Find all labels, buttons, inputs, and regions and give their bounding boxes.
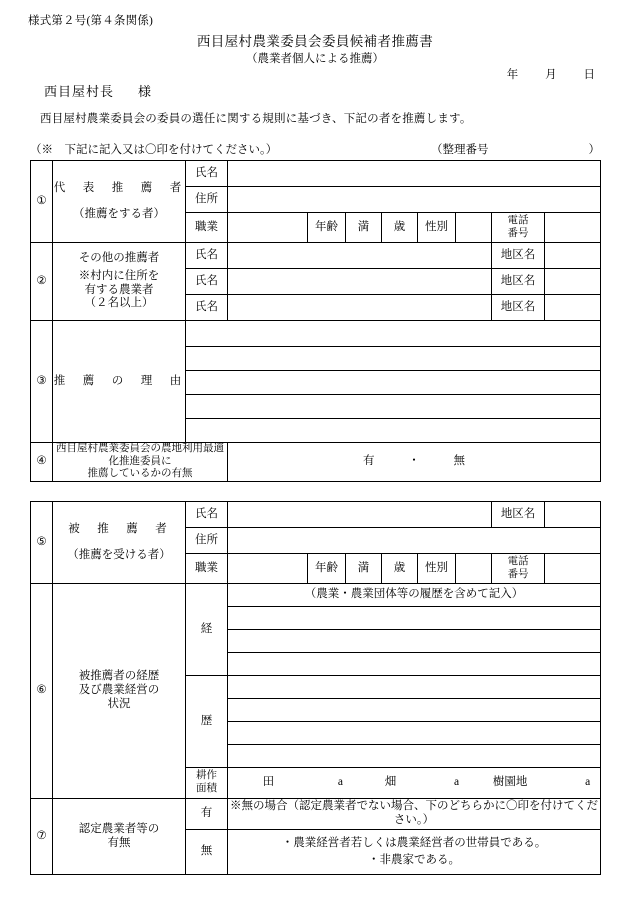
section6-line[interactable] [228, 607, 601, 630]
page-title: 西目屋村農業委員会委員候補者推薦書 [196, 34, 434, 49]
section2-district-label: 地区名 [492, 269, 545, 295]
note-instruction: （※ 下記に記入又は〇印を付けてください。） [30, 144, 278, 156]
section1-age-man: 満 [346, 213, 382, 243]
serial-number-label: （整理番号 [431, 144, 489, 156]
section1-number: ① [31, 161, 53, 243]
date-day-label: 日 [583, 69, 596, 81]
table-row [31, 321, 601, 347]
section7-label-line1: 認定農業者等の [78, 822, 160, 835]
section5-label-line2: （推薦を受ける者） [67, 548, 171, 561]
section5-age-sai: 歳 [382, 554, 418, 584]
section2-name-value[interactable] [228, 243, 492, 269]
section6-area-label [186, 768, 228, 799]
date-year-label: 年 [506, 69, 520, 81]
section2-name-label: 氏名 [186, 243, 228, 269]
section1-job-label: 職業 [186, 213, 228, 243]
section5-phone-label-line1: 電話 [507, 555, 529, 567]
section4-label [53, 443, 228, 482]
section7-label [53, 799, 186, 875]
addressee-honorific: 様 [138, 84, 153, 99]
section6-vertical-label-1: 経 [186, 584, 228, 676]
section1-phone-label [492, 213, 545, 243]
section1-job-value[interactable] [228, 213, 308, 243]
note-row [30, 141, 600, 157]
section6-area-upland-unit: a [454, 776, 460, 789]
section5-address-value[interactable] [228, 528, 601, 554]
section6-line[interactable] [228, 653, 601, 676]
section4-label-line1: 西目屋村農業委員会の農地利用最適化推進委員に [56, 443, 224, 467]
section6-area-field-label: 田 [262, 776, 275, 789]
addressee [44, 81, 152, 100]
section3-number: ③ [31, 321, 53, 443]
section3-line[interactable] [186, 395, 601, 419]
section1-label-line1: 代 表 推 薦 者 [53, 181, 185, 194]
section6-area-values[interactable] [228, 768, 601, 799]
section2-district-value[interactable] [545, 295, 601, 321]
section1-label-line2: （推薦をする者） [73, 207, 165, 220]
recommender-table [30, 160, 601, 482]
section6-line[interactable] [228, 630, 601, 653]
section5-age-label: 年齢 [308, 554, 346, 584]
section7-option-2[interactable]: ・非農家である。 [368, 853, 461, 866]
page-subtitle: （農業者個人による推薦） [246, 53, 384, 65]
section1-age-label: 年齢 [308, 213, 346, 243]
section7-options[interactable] [228, 830, 601, 875]
section3-label: 推 薦 の 理 由 [53, 321, 186, 443]
section3-line[interactable] [186, 371, 601, 395]
date-month-label: 月 [545, 69, 558, 81]
section1-name-value[interactable] [228, 161, 601, 187]
section1-address-value[interactable] [228, 187, 601, 213]
section6-area-field-unit: a [337, 776, 344, 789]
table-row [31, 243, 601, 269]
section1-age-sai: 歳 [382, 213, 418, 243]
table-row [31, 584, 601, 607]
lead-text: 西目屋村農業委員会の委員の選任に関する規則に基づき、下記の者を推薦します。 [40, 113, 472, 125]
section6-label-line1: 被推薦者の経歴 [78, 670, 160, 683]
section5-name-label: 氏名 [186, 502, 228, 528]
section1-name-label: 氏名 [186, 161, 228, 187]
section6-vertical-label-2: 歴 [186, 676, 228, 768]
date-line [485, 66, 596, 82]
section6-area-orchard-unit: a [585, 776, 591, 789]
section6-number: ⑥ [31, 584, 53, 799]
section1-phone-label-line1: 電話 [507, 214, 529, 226]
section5-address-label: 住所 [186, 528, 228, 554]
section5-number: ⑤ [31, 502, 53, 584]
table-row [31, 161, 601, 187]
section4-choice-yes[interactable]: 有 [363, 455, 375, 468]
section6-header-note: （農業・農業団体等の履歴を含めて記入） [228, 584, 601, 607]
section2-label-line2: ※村内に住所を [78, 269, 160, 282]
section5-district-label: 地区名 [492, 502, 545, 528]
section2-name-label: 氏名 [186, 295, 228, 321]
section7-option-1[interactable]: ・農業経営者若しくは農業経営者の世帯員である。 [281, 836, 547, 849]
addressee-name: 西目屋村長 [44, 84, 115, 99]
section5-gender-value[interactable] [456, 554, 492, 584]
section3-line[interactable] [186, 347, 601, 371]
section6-area-upland-label: 畑 [384, 776, 397, 789]
section2-number: ② [31, 243, 53, 321]
section6-line[interactable] [228, 745, 601, 768]
section1-address-label: 住所 [186, 187, 228, 213]
section2-district-value[interactable] [545, 269, 601, 295]
section6-area-label-line1: 耕作 [196, 770, 217, 782]
section5-label [53, 502, 186, 584]
section2-label-line1: その他の推薦者 [78, 251, 160, 264]
section1-phone-value[interactable] [545, 213, 601, 243]
section4-choice-no[interactable]: 無 [453, 455, 465, 468]
section7-note: ※無の場合（認定農業者でない場合、下のどちらかに〇印を付けてください。） [228, 799, 601, 830]
section2-district-label: 地区名 [492, 295, 545, 321]
table-row [31, 502, 601, 528]
section6-line[interactable] [228, 722, 601, 745]
section5-job-label: 職業 [186, 554, 228, 584]
section7-number: ⑦ [31, 799, 53, 875]
section7-no-option[interactable]: 無 [186, 830, 228, 875]
section6-line[interactable] [228, 676, 601, 699]
table-row [31, 443, 601, 482]
section4-choice[interactable] [228, 443, 601, 482]
section5-gender-label: 性別 [418, 554, 456, 584]
serial-number-paren: ） [588, 144, 600, 156]
section2-district-value[interactable] [545, 243, 601, 269]
section7-label-line2: 有無 [107, 836, 131, 849]
section6-label [53, 584, 186, 799]
section1-gender-value[interactable] [456, 213, 492, 243]
section4-label-line2: 推薦しているかの有無 [87, 468, 193, 480]
section6-area-label-line2: 面積 [196, 783, 217, 794]
section2-name-label: 氏名 [186, 269, 228, 295]
section2-name-value[interactable] [228, 269, 492, 295]
section1-gender-label: 性別 [418, 213, 456, 243]
section6-area-orchard-label: 樹園地 [492, 776, 528, 789]
section2-district-label: 地区名 [492, 243, 545, 269]
section2-label-line3: 有する農業者 [84, 283, 154, 296]
section3-line[interactable] [186, 419, 601, 443]
section3-line[interactable] [186, 321, 601, 347]
section5-phone-label [492, 554, 545, 584]
section5-label-line1: 被 推 薦 者 [68, 522, 170, 535]
section6-label-line2: 及び農業経営の [78, 684, 160, 697]
section5-job-value[interactable] [228, 554, 308, 584]
section6-line[interactable] [228, 699, 601, 722]
section5-name-value[interactable] [228, 502, 492, 528]
serial-number-field [431, 141, 600, 157]
section5-district-value[interactable] [545, 502, 601, 528]
section2-label [53, 243, 186, 321]
section4-number: ④ [31, 443, 53, 482]
form-number: 様式第２号(第４条関係) [28, 15, 154, 27]
section4-choice-separator: ・ [408, 455, 420, 468]
section1-phone-label-line2: 番号 [507, 227, 529, 239]
section6-label-line3: 状況 [107, 697, 131, 710]
section2-name-value[interactable] [228, 295, 492, 321]
recommended-person-table [30, 501, 601, 875]
section1-label [53, 161, 186, 243]
section2-label-line4: （２名以上） [84, 297, 154, 310]
section7-yes-option[interactable]: 有 [186, 799, 228, 830]
section5-phone-value[interactable] [545, 554, 601, 584]
section5-phone-label-line2: 番号 [507, 568, 529, 580]
section5-age-man: 満 [346, 554, 382, 584]
table-row [31, 799, 601, 830]
